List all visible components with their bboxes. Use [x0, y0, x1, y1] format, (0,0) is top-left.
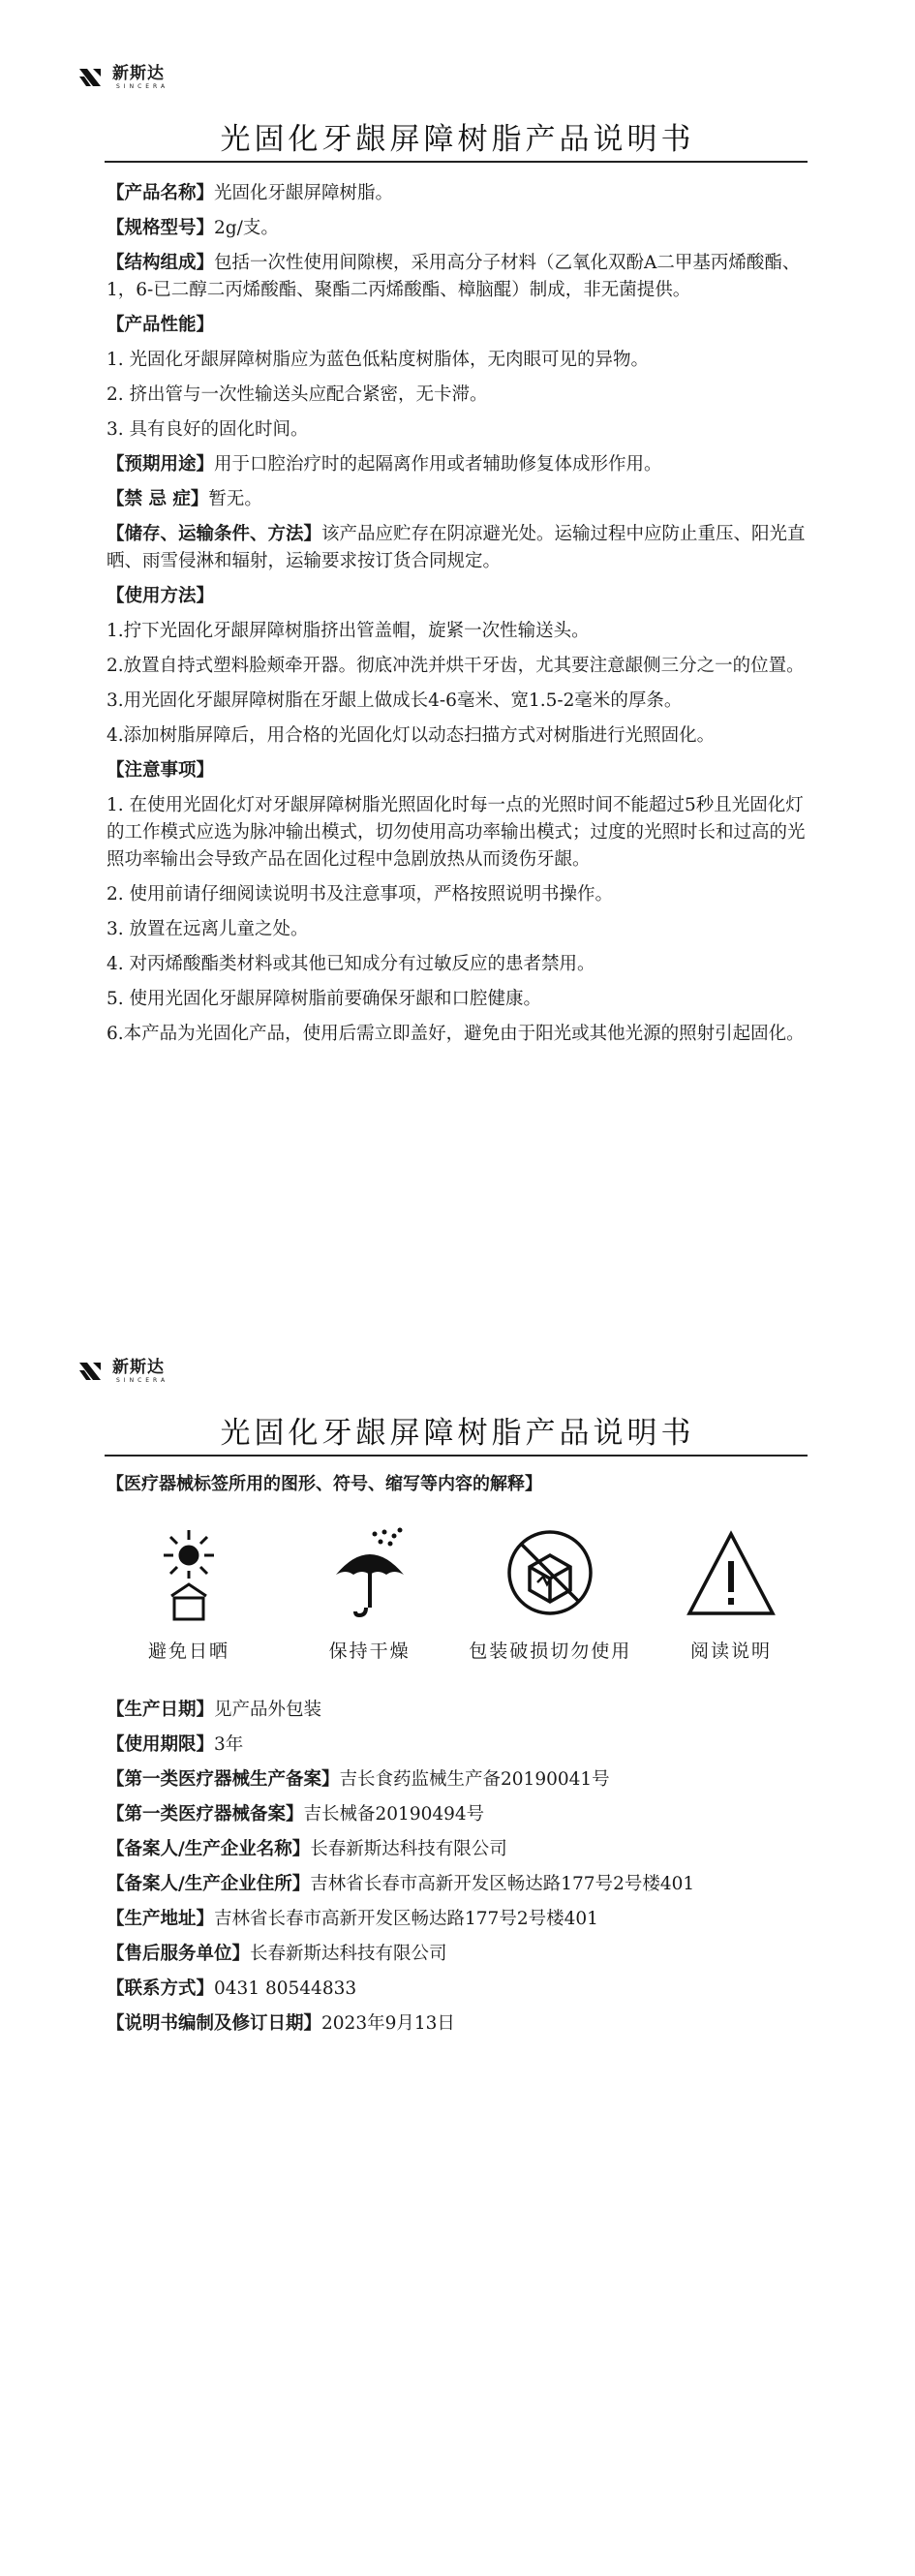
info-value: 长春新斯达科技有限公司: [310, 1839, 507, 1859]
info-value: 见产品外包装: [214, 1700, 322, 1720]
symbol-keep-dry: [288, 1526, 452, 1663]
info-row: [107, 1695, 813, 1726]
product-info-list: [107, 1695, 813, 2043]
structure-label: 【结构组成】: [107, 253, 215, 273]
info-label: 【联系方式】: [107, 1978, 215, 1999]
damaged-package-icon: [497, 1526, 603, 1623]
list-item: 3.用光固化牙龈屏障树脂在牙龈上做成长4-6毫米、宽1.5-2毫米的厚条。: [107, 690, 683, 711]
info-label: 【说明书编制及修订日期】: [107, 2013, 322, 2034]
info-value: 吉长械备20190494号: [303, 1804, 485, 1825]
info-row: [107, 1904, 813, 1935]
spec-value: 2g/支。: [214, 218, 279, 238]
brand-name: 新斯达: [112, 1358, 165, 1377]
info-value: 吉林省长春市高新开发区畅达路177号2号楼401: [310, 1874, 695, 1894]
info-label: 【生产日期】: [107, 1700, 215, 1720]
symbol-label: 避免日晒: [147, 1641, 229, 1662]
contraindication-value: 暂无。: [208, 489, 262, 509]
list-item: 2. 挤出管与一次性输送头应配合紧密，无卡滞。: [107, 384, 488, 405]
intended-use-label: 【预期用途】: [107, 454, 215, 475]
info-value: 吉林省长春市高新开发区畅达路177号2号楼401: [214, 1909, 598, 1929]
symbol-label: 包装破损切勿使用: [469, 1641, 632, 1662]
structure-row: [107, 250, 813, 304]
list-item: 2.放置自持式塑料脸颊牵开器。彻底冲洗并烘干牙齿，尤其要注意龈侧三分之一的位置。: [107, 656, 805, 676]
info-value: 2023年9月13日: [321, 2013, 455, 2034]
info-label: 【使用期限】: [107, 1734, 215, 1755]
page-title: 光固化牙龈屏障树脂产品说明书: [220, 1416, 695, 1451]
symbol-consult-instructions: [649, 1526, 813, 1663]
info-value: 吉长食药监械生产备20190041号: [339, 1769, 610, 1790]
info-row: [107, 1869, 813, 1900]
spec-row: [107, 215, 813, 242]
info-row: [107, 1730, 813, 1761]
brand-mark-icon: [77, 1359, 103, 1384]
warning-triangle-icon: [678, 1526, 784, 1623]
page-2: [0, 1336, 915, 2576]
list-item: 1. 在使用光固化灯对牙龈屏障树脂光照固化时每一点的光照时间不能超过5秒且光固化灯的工作模式应选为脉冲输出模式，切勿使用高功率输出模式；过度的光照时长和过高的光照功率输出会导致产品在固化过程中急剧放热从而烫伤牙龈。: [107, 795, 806, 870]
contraindication-label: 【禁 忌 症】: [107, 489, 209, 509]
info-label: 【备案人/生产企业住所】: [107, 1874, 311, 1894]
list-item: 2. 使用前请仔细阅读说明书及注意事项，严格按照说明书操作。: [107, 884, 614, 905]
storage-value: 该产品应贮存在阴凉避光处。运输过程中应防止重压、阳光直晒、雨雪侵淋和辐射，运输要求按订货合同规定。: [107, 524, 806, 571]
symbols-row: [107, 1526, 813, 1663]
spec-label: 【规格型号】: [107, 218, 215, 238]
symbol-label: 保持干燥: [328, 1641, 411, 1662]
storage-row: [107, 521, 813, 575]
list-item: 5. 使用光固化牙龈屏障树脂前要确保牙龈和口腔健康。: [107, 989, 542, 1009]
product-name-label: 【产品名称】: [107, 183, 215, 203]
info-row: [107, 1834, 813, 1865]
brand-name-en: SINCERA: [116, 1377, 169, 1384]
list-item: 4. 对丙烯酸酯类材料或其他已知成分有过敏反应的患者禁用。: [107, 954, 595, 974]
usage-label: 【使用方法】: [107, 586, 215, 606]
product-name-row: [107, 180, 813, 207]
symbols-heading: 【医疗器械标签所用的图形、符号、缩写等内容的解释】: [107, 1474, 542, 1494]
info-row: [107, 2009, 813, 2039]
list-item: 3. 具有良好的固化时间。: [107, 419, 309, 440]
info-label: 【售后服务单位】: [107, 1944, 251, 1964]
info-value: 长春新斯达科技有限公司: [250, 1944, 447, 1964]
list-item: 1. 光固化牙龈屏障树脂应为蓝色低粘度树脂体，无肉眼可见的异物。: [107, 350, 650, 370]
contraindication-row: [107, 486, 813, 513]
structure-value: 包括一次性使用间隙楔，采用高分子材料（乙氧化双酚A二甲基丙烯酸酯、1，6-已二醇二丙烯酸酯、聚酯二丙烯酸酯、樟脑醌）制成，非无菌提供。: [107, 253, 801, 300]
brand-name-en: SINCERA: [116, 83, 169, 90]
storage-label: 【储存、运输条件、方法】: [107, 524, 322, 544]
info-label: 【备案人/生产企业名称】: [107, 1839, 311, 1859]
umbrella-dry-icon: [317, 1526, 423, 1623]
info-row: [107, 1764, 813, 1795]
symbol-label: 阅读说明: [689, 1641, 772, 1662]
list-item: 3. 放置在远离儿童之处。: [107, 919, 309, 939]
sun-avoid-icon: [136, 1526, 242, 1623]
title-divider: [105, 161, 808, 163]
info-value: 0431 80544833: [214, 1978, 357, 1999]
product-name-value: 光固化牙龈屏障树脂。: [214, 183, 394, 203]
performance-label: 【产品性能】: [107, 315, 215, 335]
brand-logo: [77, 64, 168, 91]
list-item: 6.本产品为光固化产品，使用后需立即盖好，避免由于阳光或其他光源的照射引起固化。: [107, 1024, 805, 1044]
manual-body: [107, 180, 813, 1056]
info-row: [107, 1799, 813, 1830]
page-title: 光固化牙龈屏障树脂产品说明书: [220, 122, 695, 157]
info-label: 【生产地址】: [107, 1909, 215, 1929]
precautions-label: 【注意事项】: [107, 760, 215, 781]
symbol-keep-away-sunlight: [107, 1526, 271, 1663]
info-row: [107, 1974, 813, 2005]
info-value: 3年: [214, 1734, 244, 1755]
symbol-do-not-use-if-damaged: [468, 1526, 632, 1663]
info-row: [107, 1939, 813, 1970]
intended-use-value: 用于口腔治疗时的起隔离作用或者辅助修复体成形作用。: [214, 454, 662, 475]
info-label: 【第一类医疗器械生产备案】: [107, 1769, 340, 1790]
title-divider: [105, 1455, 808, 1457]
intended-use-row: [107, 451, 813, 478]
brand-name: 新斯达: [112, 64, 165, 83]
brand-mark-icon: [77, 65, 103, 90]
list-item: 1.拧下光固化牙龈屏障树脂挤出管盖帽，旋紧一次性输送头。: [107, 621, 590, 641]
info-label: 【第一类医疗器械备案】: [107, 1804, 304, 1825]
brand-logo: [77, 1358, 168, 1385]
list-item: 4.添加树脂屏障后，用合格的光固化灯以动态扫描方式对树脂进行光照固化。: [107, 725, 716, 746]
